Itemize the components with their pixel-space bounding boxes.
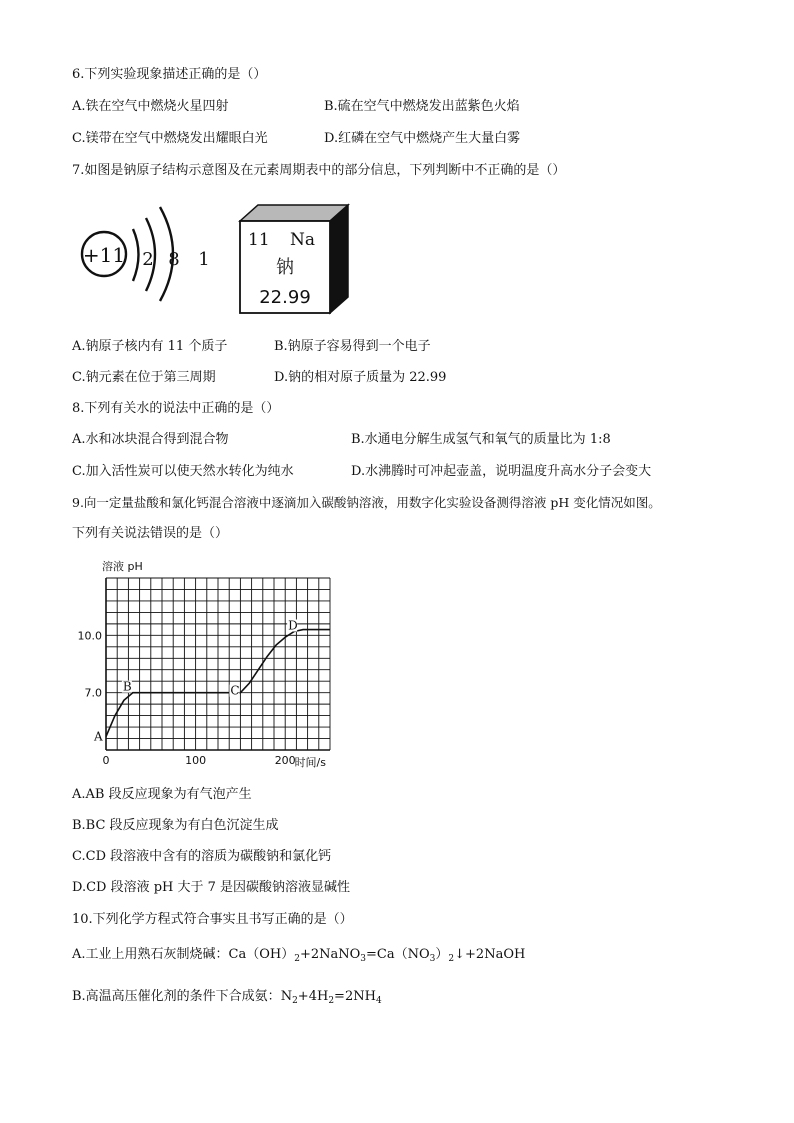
nucleus-charge: +11 (82, 243, 126, 267)
q10-option-a-eq-4: ） (435, 947, 449, 962)
q9-option-b: B.BC 段反应现象为有白色沉淀生成 (72, 818, 279, 833)
q8-stem: 8.下列有关水的说法中正确的是（） (72, 401, 280, 416)
q10-option-a-sub-1: 2 (294, 954, 300, 964)
q8-option-d: D.水沸腾时可冲起壶盖，说明温度升高水分子会变大 (351, 464, 652, 479)
tile-atomic-mass: 22.99 (259, 287, 311, 308)
y-axis-label: 溶液 pH (102, 560, 143, 573)
q6-option-a: A.铁在空气中燃烧火星四射 (72, 99, 229, 114)
point-label-d: D (288, 618, 298, 633)
q7-option-d: D.钠的相对原子质量为 22.99 (274, 370, 447, 385)
x-tick-label: 100 (185, 754, 207, 767)
q10-option-a-eq-2: +2NaNO (299, 947, 361, 962)
q7-option-b: B.钠原子容易得到一个电子 (274, 339, 431, 354)
sodium-periodic-table-tile (238, 203, 350, 315)
q6-option-b: B.硫在空气中燃烧发出蓝紫色火焰 (324, 99, 520, 114)
point-label-c: C (230, 683, 240, 698)
q10-option-b (72, 988, 382, 1006)
x-tick-label: 200 (274, 754, 296, 767)
q10-option-a-sub-4: 2 (448, 954, 455, 964)
electron-shell-1 (133, 229, 139, 281)
tile-side-face (330, 205, 348, 313)
tile-symbol: Na (290, 230, 316, 250)
q10-option-b-eq-1: N (280, 989, 293, 1004)
shell-electrons-3: 1 (198, 249, 210, 270)
tile-element-name: 钠 (276, 257, 294, 278)
tile-atomic-number: 11 (248, 230, 270, 250)
q10-option-a-prefix: A.工业上用熟石灰制烧碱： (72, 947, 229, 962)
q10-option-a (72, 946, 525, 964)
q9-option-c: C.CD 段溶液中含有的溶质为碳酸钠和氯化钙 (72, 849, 332, 864)
q10-option-b-eq-3: =2NH (334, 989, 376, 1004)
q7-stem: 7.如图是钠原子结构示意图及在元素周期表中的部分信息，下列判断中不正确的是（） (72, 163, 566, 178)
q10-option-a-sub-3: 3 (429, 954, 436, 964)
chart-grid (106, 578, 330, 750)
q9-option-d: D.CD 段溶液 pH 大于 7 是因碳酸钠溶液显碱性 (72, 880, 351, 895)
q6-option-c: C.镁带在空气中燃烧发出耀眼白光 (72, 131, 268, 146)
q9-stem-line-1: 9.向一定量盐酸和氯化钙混合溶液中逐滴加入碳酸钠溶液，用数字化实验设备测得溶液 pH 变化情况如图。 (72, 495, 661, 510)
q10-option-a-eq-1: Ca（OH） (228, 947, 295, 962)
q10-option-b-prefix: B.高温高压催化剂的条件下合成氨： (72, 989, 281, 1004)
q7-option-c: C.钠元素在位于第三周期 (72, 370, 216, 385)
q9-option-a: A.AB 段反应现象为有气泡产生 (72, 787, 252, 802)
q9-stem-line-2: 下列有关说法错误的是（） (72, 526, 229, 541)
y-tick-label: 7.0 (84, 686, 102, 700)
q10-option-a-eq-5: ↓+2NaOH (454, 947, 526, 962)
point-label-b: B (122, 679, 132, 694)
q10-option-a-eq-3: =Ca（NO (366, 947, 430, 962)
q10-option-a-sub-2: 3 (360, 954, 367, 964)
x-tick-label: 0 (102, 754, 110, 767)
q10-stem: 10.下列化学方程式符合事实且书写正确的是（） (72, 912, 353, 927)
q10-option-b-sub-3: 4 (375, 996, 382, 1006)
q10-option-b-sub-2: 2 (328, 996, 335, 1006)
x-axis-label: 时间/s (294, 756, 326, 769)
y-tick-label: 10.0 (77, 629, 102, 643)
ph-chart (77, 552, 344, 782)
q8-option-c: C.加入活性炭可以使天然水转化为纯水 (72, 464, 294, 479)
q6-option-d: D.红磷在空气中燃烧产生大量白雾 (324, 131, 521, 146)
q6-stem: 6.下列实验现象描述正确的是（） (72, 67, 267, 82)
point-label-a: A (94, 729, 103, 744)
shell-electrons-2: 8 (168, 249, 180, 270)
sodium-atom-structure-diagram (78, 204, 218, 304)
q7-option-a: A.钠原子核内有 11 个质子 (72, 339, 228, 354)
q8-option-a: A.水和冰块混合得到混合物 (72, 432, 229, 447)
q8-option-b: B.水通电分解生成氢气和氧气的质量比为 1:8 (351, 432, 611, 447)
q10-option-b-eq-2: +4H (297, 989, 329, 1004)
q10-option-b-sub-1: 2 (292, 996, 298, 1006)
shell-electrons-1: 2 (142, 249, 154, 270)
